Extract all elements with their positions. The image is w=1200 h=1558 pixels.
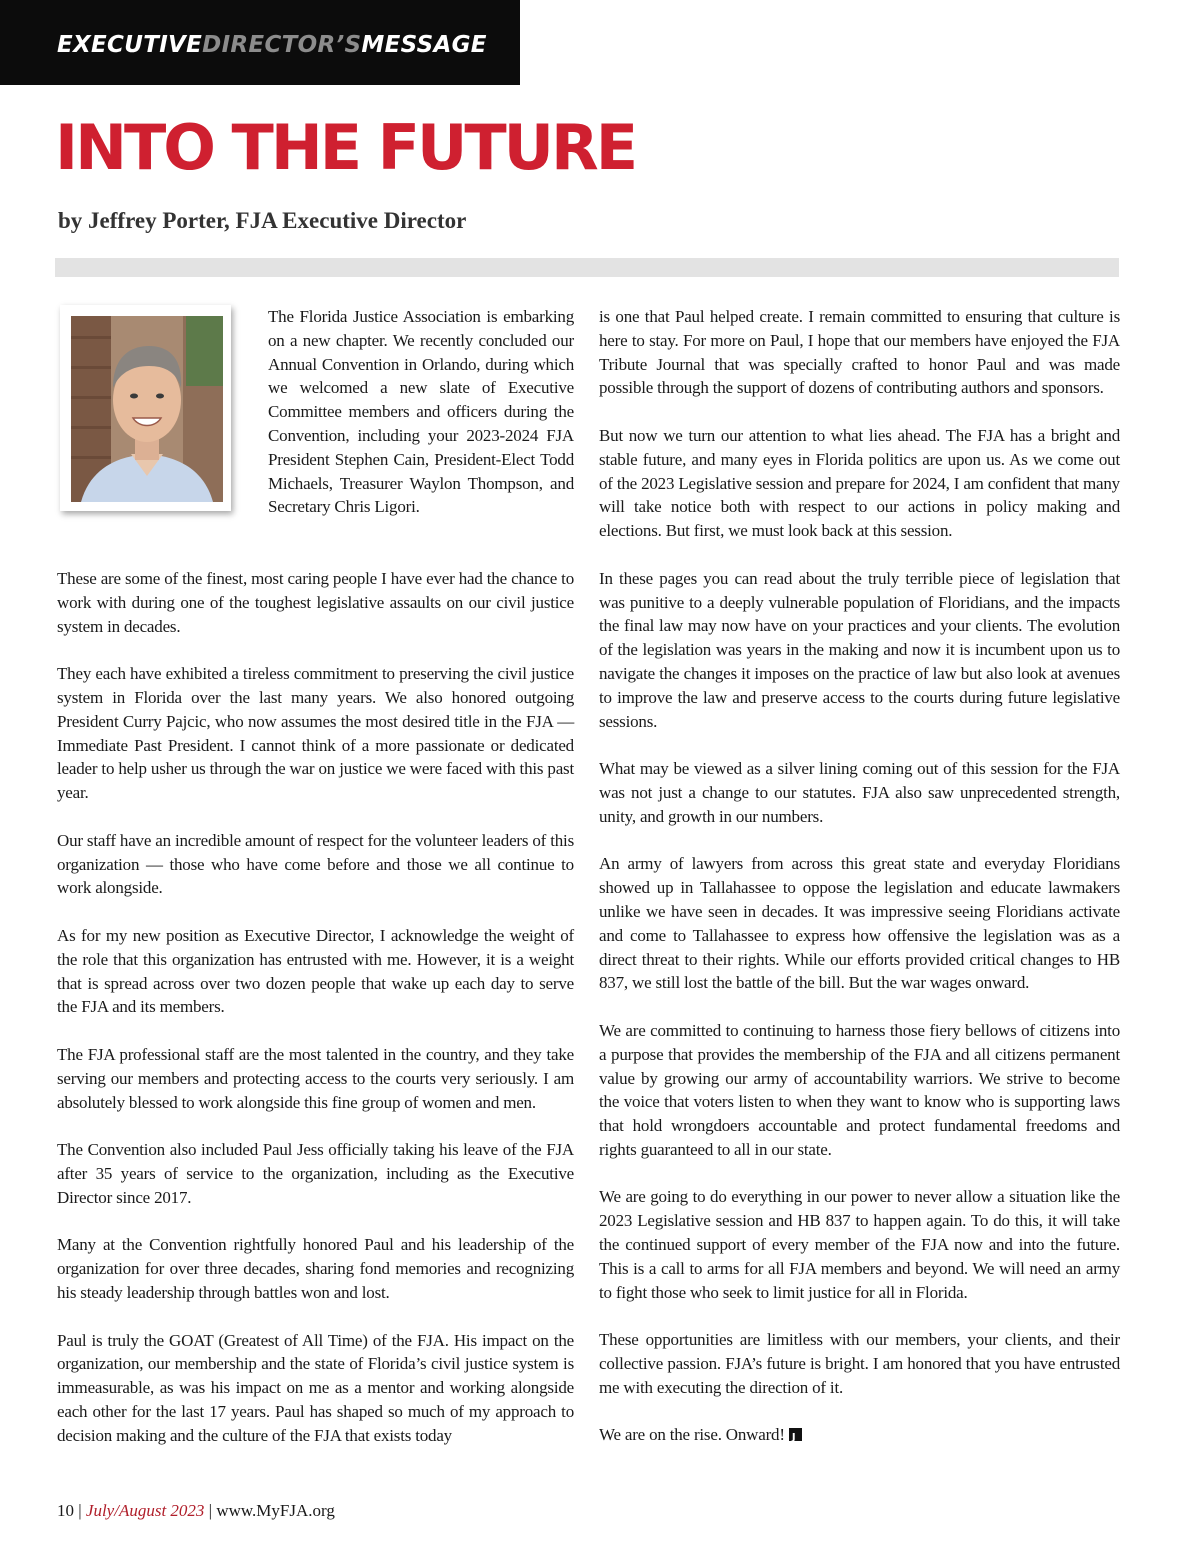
- portrait-photo-icon: [71, 316, 223, 502]
- left-column: [57, 567, 574, 1447]
- body-paragraph: These opportunities are limitless with our members, your clients, and their collective passion. FJA’s future is bright. I am honored that you have entrusted me with executing the direction of it.: [599, 1330, 1120, 1397]
- body-paragraph: We are going to do everything in our power to never allow a situation like the 2023 Legislative session and HB 837 to happen again. To do this, it will take the continued support of every member of the FJA now and into the future. This is a call to arms for all FJA members and beyond. We will need an army to fight those who seek to limit justice for all in Florida.: [599, 1187, 1120, 1302]
- body-paragraph: We are committed to continuing to harness those fiery bellows of citizens into a purpose that provides the membership of the FJA and all citizens permanent value by growing our army of accountability warriors. We strive to become the voice that voters listen to when they want to know who is supporting laws that hold wrongdoers accountable and protect fundamental freedoms and rights guaranteed to all in our state.: [599, 1020, 1120, 1159]
- page-number: 10: [57, 1501, 74, 1520]
- section-label-part1: EXECUTIVE: [57, 32, 203, 58]
- body-paragraph: Many at the Convention rightfully honored Paul and his leadership of the organization for over three decades, sharing fond memories and recognizing his steady leadership through battles won and lost.: [57, 1235, 574, 1302]
- right-column: [599, 305, 1120, 1447]
- body-paragraph: Paul is truly the GOAT (Greatest of All Time) of the FJA. His impact on the organization, our membership and the state of Florida’s civil justice system is immeasurable, as was his impact on me as a mentor and working alongside each other for the last 17 years. Paul has shaped so much of my approach to decision making and the culture of the FJA that exists today: [57, 1330, 574, 1445]
- closing-paragraph: [599, 1423, 1120, 1447]
- body-paragraph: As for my new position as Executive Director, I acknowledge the weight of the role that this organization has entrusted with me. However, it is a weight that is spread across over two dozen people that wake up each day to serve the FJA and its members.: [57, 925, 574, 1017]
- body-paragraph: An army of lawyers from across this great state and everyday Floridians showed up in Tallahassee to oppose the legislation and educate lawmakers unlike we have seen in decades. It was impressive seeing Floridians activate and come to Tallahassee to express how offensive the legislation was as a direct threat to their rights. While our efforts provided critical changes to HB 837, we still lost the battle of the bill. But the war wages onward.: [599, 854, 1120, 993]
- page-footer: [57, 1501, 335, 1521]
- intro-paragraph: The Florida Justice Association is embarking on a new chapter. We recently concluded our Annual Convention in Orlando, during which we welcomed a new slate of Executive Committee members and officers during the Convention, including your 2023-2024 FJA President Stephen Cain, President-Elect Todd Michaels, Treasurer Waylon Thompson, and Secretary Chris Ligori.: [268, 307, 574, 517]
- body-paragraph: They each have exhibited a tireless commitment to preserving the civil justice system in Florida over the last many years. We also honored outgoing President Curry Pajcic, who now assumes the most desired title in the FJA — Immediate Past President. I cannot think of a more passionate or dedicated leader to help usher us through the war on justice we were faced with this past year.: [57, 664, 574, 803]
- body-paragraph: These are some of the finest, most caring people I have ever had the chance to work with during one of the toughest legislative assaults on our civil justice system in decades.: [57, 569, 574, 636]
- article-byline: by Jeffrey Porter, FJA Executive Director: [58, 208, 467, 233]
- body-paragraph: The FJA professional staff are the most talented in the country, and they take serving our members and protecting access to the courts very seriously. I am absolutely blessed to work alongside this fine group of women and men.: [57, 1044, 574, 1112]
- article-title: INTO THE FUTURE: [55, 111, 636, 184]
- body-paragraph: Our staff have an incredible amount of respect for the volunteer leaders of this organization — those who have come before and those we all continue to work alongside.: [57, 830, 574, 898]
- body-paragraph: is one that Paul helped create. I remain committed to ensuring that culture is here to stay. For more on Paul, I hope that our members have enjoyed the FJA Tribute Journal that was specially crafted to honor Paul and was made possible through the support of dozens of contributing authors and sponsors.: [599, 307, 1120, 398]
- author-photo: [71, 316, 223, 502]
- closing-text: We are on the rise. Onward!: [599, 1425, 785, 1445]
- title-divider: [55, 258, 1119, 277]
- fja-end-mark-icon: [789, 1428, 802, 1441]
- section-label-part3: MESSAGE: [361, 32, 487, 58]
- section-label-part2: DIRECTOR’S: [202, 32, 362, 58]
- footer-separator: |: [208, 1501, 213, 1520]
- author-photo-frame: [60, 305, 231, 511]
- body-paragraph: What may be viewed as a silver lining coming out of this session for the FJA was not just a change to our statutes. FJA also saw unprecedented strength, unity, and growth in our numbers.: [599, 759, 1120, 826]
- website-link[interactable]: www.MyFJA.org: [216, 1501, 335, 1520]
- footer-separator: |: [78, 1501, 82, 1520]
- body-paragraph: The Convention also included Paul Jess officially taking his leave of the FJA after 35 years of service to the organization, including as the Executive Director since 2017.: [57, 1140, 574, 1207]
- body-paragraph: In these pages you can read about the truly terrible piece of legislation that was punitive to a deeply vulnerable population of Floridians, and the impacts the final law may now have on your practices and your clients. The evolution of the legislation was years in the making and now it is incumbent upon us to navigate the changes it imposes on the practice of law but also look at avenues to improve the law and preserve access to the courts during future legislative sessions.: [599, 568, 1120, 731]
- section-banner: [0, 0, 520, 85]
- body-paragraph: But now we turn our attention to what lies ahead. The FJA has a bright and stable future, and many eyes in Florida politics are upon us. As we come out of the 2023 Legislative session and prepare for 2024, I am confident that many will take notice both with respect to our actions in policy making and elections. But first, we must look back at this session.: [599, 425, 1120, 541]
- issue-date: July/August 2023: [85, 1501, 205, 1520]
- section-label: [57, 32, 487, 58]
